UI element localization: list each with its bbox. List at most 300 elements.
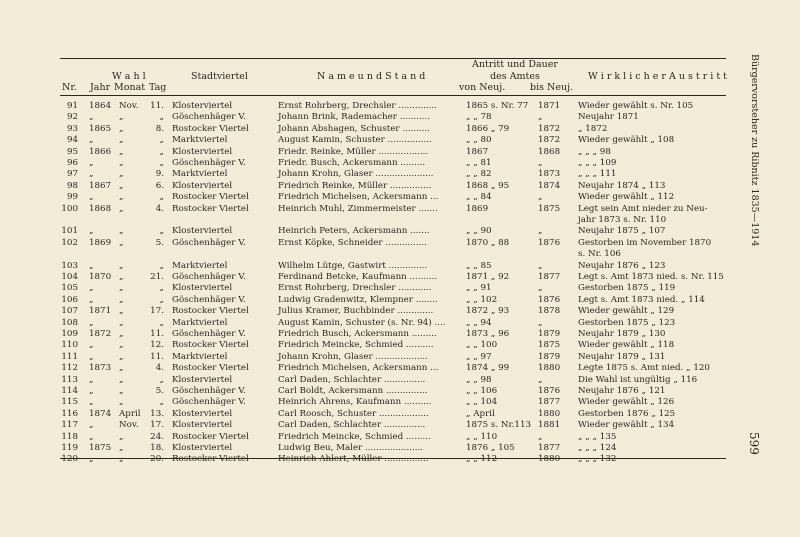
- cell-von: 1865 s. Nr. 77: [466, 101, 529, 111]
- cell-austritt: Neujahr 1876 „ 121: [578, 386, 666, 396]
- cell-monat: „: [119, 374, 124, 385]
- cell-viertel: Rostocker Viertel: [172, 123, 249, 134]
- cell-viertel: Marktviertel: [172, 351, 228, 362]
- header-jahr: Jahr: [90, 82, 111, 93]
- cell-jahr: „: [89, 317, 94, 328]
- cell-von: „ „ 110: [466, 431, 498, 442]
- table-row: [0, 158, 740, 169]
- cell-monat: „: [119, 123, 124, 134]
- cell-monat: April: [119, 408, 141, 419]
- header-wahl: W a h l: [112, 71, 146, 82]
- cell-jahr: „: [89, 351, 94, 362]
- table-row: [0, 454, 740, 465]
- table-row: [0, 147, 740, 158]
- cell-austritt: „ 1872: [578, 123, 608, 134]
- cell-tag: 12.: [150, 340, 164, 351]
- cell-monat: „: [119, 317, 124, 328]
- cell-monat: „: [119, 226, 124, 237]
- cell-von: „ „ 102: [466, 294, 498, 305]
- cell-von: „ „ 104: [466, 397, 498, 408]
- header-name-stand: N a m e u n d S t a n d: [317, 71, 426, 82]
- cell-jahr: „: [89, 260, 94, 271]
- cell-bis: „: [538, 192, 543, 203]
- cell-monat: „: [119, 237, 124, 248]
- cell-austritt: Wieder gewählt „ 108: [578, 135, 675, 146]
- table-row: [0, 329, 740, 340]
- cell-nr: 111: [61, 351, 78, 362]
- cell-viertel: Rostocker Viertel: [172, 363, 249, 374]
- cell-name: Ernst Köpke, Schneider ...............: [278, 237, 427, 248]
- cell-tag: „: [159, 397, 164, 408]
- cell-bis: 1876: [538, 294, 561, 305]
- cell-austritt: „ „ „ 132: [578, 454, 617, 465]
- cell-bis: 1880: [538, 363, 561, 374]
- cell-name: Friedrich Michelsen, Ackersmann ...: [278, 363, 439, 374]
- cell-nr: 110: [61, 340, 78, 351]
- cell-von: 1872 „ 93: [466, 306, 510, 317]
- cell-von: 1875 s. Nr.113: [466, 420, 531, 431]
- table-row: [0, 249, 740, 260]
- cell-tag: „: [159, 226, 164, 237]
- page-number: 599: [747, 432, 761, 455]
- header-bottom-rule: [60, 95, 726, 96]
- cell-jahr: 1870: [89, 272, 112, 282]
- cell-nr: 100: [61, 203, 78, 214]
- cell-nr: 112: [61, 363, 78, 374]
- cell-von: „ „ 100: [466, 340, 498, 351]
- cell-tag: 4.: [155, 203, 164, 214]
- cell-bis: „: [538, 112, 543, 123]
- cell-bis: 1879: [538, 329, 561, 339]
- cell-name: Friedrich Meincke, Schmied ..........: [278, 340, 434, 351]
- cell-monat: „: [119, 386, 124, 396]
- cell-viertel: Göschenhäger V.: [172, 158, 246, 168]
- cell-name: August Kamin, Schuster ................: [278, 135, 432, 146]
- cell-austritt: Legt sein Amt nieder zu Neu-: [578, 203, 708, 214]
- cell-viertel: Rostocker Viertel: [172, 306, 249, 317]
- cell-austritt: „ „ „ 111: [578, 169, 617, 180]
- cell-von: „ „ 85: [466, 260, 492, 271]
- cell-name: Julius Kramer, Buchbinder .............: [278, 306, 434, 317]
- cell-monat: „: [119, 340, 124, 351]
- cell-von: 1870 „ 88: [466, 237, 510, 248]
- cell-monat: „: [119, 146, 124, 157]
- cell-name: August Kamin, Schuster (s. Nr. 94) ....: [278, 317, 446, 328]
- cell-von: 1868 „ 95: [466, 180, 510, 191]
- cell-tag: 18.: [150, 443, 164, 453]
- cell-austritt: s. Nr. 106: [578, 249, 621, 260]
- cell-nr: 113: [61, 374, 78, 385]
- cell-austritt: Neujahr 1875 „ 107: [578, 226, 666, 237]
- cell-austritt: Wieder gewählt „ 134: [578, 420, 675, 431]
- cell-name: Carl Boldt, Ackersmann ...............: [278, 386, 428, 396]
- table-row: [0, 135, 740, 146]
- cell-nr: 120: [61, 454, 78, 465]
- cell-von: 1871 „ 92: [466, 272, 510, 282]
- cell-tag: 20.: [150, 454, 164, 465]
- header-nr: Nr.: [62, 82, 77, 93]
- cell-viertel: Klosterviertel: [172, 283, 233, 294]
- cell-nr: 101: [61, 226, 78, 237]
- cell-austritt: Neujahr 1876 „ 123: [578, 260, 666, 271]
- cell-austritt: „ „ „ 135: [578, 431, 617, 442]
- cell-austritt: Neujahr 1874 „ 113: [578, 180, 666, 191]
- cell-jahr: 1871: [89, 306, 112, 317]
- header-monat: Monat: [114, 82, 146, 93]
- cell-bis: „: [538, 317, 543, 328]
- table-row: [0, 272, 740, 283]
- cell-name: Carl Daden, Schlachter ...............: [278, 420, 426, 431]
- header-austritt: W i r k l i c h e r A u s t r i t t: [588, 71, 728, 82]
- cell-tag: „: [159, 374, 164, 385]
- cell-name: Ludwig Beu, Maler .....................: [278, 443, 424, 453]
- cell-monat: „: [119, 294, 124, 305]
- cell-viertel: Göschenhäger V.: [172, 294, 246, 305]
- cell-von: „ „ 98: [466, 374, 492, 385]
- cell-tag: 21.: [150, 272, 164, 282]
- cell-viertel: Rostocker Viertel: [172, 192, 249, 203]
- cell-monat: „: [119, 158, 124, 168]
- cell-austritt: Gestorben 1875 „ 123: [578, 317, 676, 328]
- cell-nr: 109: [61, 329, 78, 339]
- cell-bis: 1880: [538, 454, 561, 465]
- table-row: [0, 204, 740, 215]
- cell-bis: 1880: [538, 408, 561, 419]
- cell-jahr: 1867: [89, 180, 112, 191]
- cell-tag: „: [159, 283, 164, 294]
- cell-monat: „: [119, 363, 124, 374]
- cell-von: „ „ 84: [466, 192, 492, 203]
- table-row: [0, 238, 740, 249]
- cell-nr: 115: [61, 397, 78, 408]
- table-row: [0, 397, 740, 408]
- cell-nr: 108: [61, 317, 78, 328]
- cell-von: „ „ 82: [466, 169, 492, 180]
- cell-tag: 11.: [150, 351, 164, 362]
- cell-name: Johann Krohn, Glaser ...................: [278, 351, 428, 362]
- table-row: [0, 443, 740, 454]
- cell-monat: „: [119, 192, 124, 203]
- cell-tag: 5.: [155, 237, 164, 248]
- table-row: [0, 295, 740, 306]
- cell-nr: 114: [61, 386, 78, 396]
- cell-name: Heinrich Ahrens, Kaufmann ..........: [278, 397, 432, 408]
- cell-monat: „: [119, 260, 124, 271]
- cell-viertel: Klosterviertel: [172, 408, 233, 419]
- cell-nr: 102: [61, 237, 78, 248]
- cell-monat: „: [119, 169, 124, 180]
- cell-name: Ernst Rohrberg, Drechsler ..............: [278, 101, 437, 111]
- cell-name: Johann Abshagen, Schuster ..........: [278, 123, 430, 134]
- table-row: [0, 283, 740, 294]
- cell-jahr: 1869: [89, 237, 112, 248]
- cell-name: Carl Roosch, Schuster ..................: [278, 408, 429, 419]
- cell-nr: 116: [61, 408, 78, 419]
- cell-bis: 1872: [538, 123, 561, 134]
- cell-bis: „: [538, 431, 543, 442]
- cell-viertel: Göschenhäger V.: [172, 397, 246, 408]
- cell-bis: 1873: [538, 169, 561, 180]
- cell-name: Wilhelm Lütge, Gastwirt ..............: [278, 260, 428, 271]
- cell-jahr: 1866: [89, 146, 112, 157]
- table-row: [0, 363, 740, 374]
- cell-austritt: „ „ „ 98: [578, 146, 611, 157]
- cell-name: Heinrich Peters, Ackersmann .......: [278, 226, 430, 237]
- cell-von: „ „ 91: [466, 283, 492, 294]
- table-row: [0, 124, 740, 135]
- top-rule: [60, 58, 726, 59]
- cell-tag: 17.: [150, 306, 164, 317]
- cell-bis: 1879: [538, 351, 561, 362]
- cell-von: „ „ 80: [466, 135, 492, 146]
- cell-bis: 1868: [538, 146, 561, 157]
- header-des-amtes: des Amtes: [490, 71, 540, 82]
- cell-von: 1869: [466, 203, 489, 214]
- table-row: [0, 215, 740, 226]
- cell-von: 1874 „ 99: [466, 363, 510, 374]
- cell-name: Ferdinand Betcke, Kaufmann ..........: [278, 272, 438, 282]
- cell-tag: 6.: [155, 180, 164, 191]
- cell-nr: 118: [61, 431, 78, 442]
- cell-viertel: Göschenhäger V.: [172, 237, 246, 248]
- cell-jahr: „: [89, 112, 94, 123]
- cell-austritt: Wieder gewählt „ 129: [578, 306, 675, 317]
- table-row: [0, 409, 740, 420]
- cell-name: Friedrich Meincke, Schmied .........: [278, 431, 431, 442]
- cell-monat: „: [119, 443, 124, 453]
- cell-nr: 98: [66, 180, 78, 191]
- cell-tag: „: [159, 135, 164, 146]
- cell-austritt: jahr 1873 s. Nr. 110: [578, 215, 667, 225]
- cell-austritt: Legt s. Amt 1873 nied. „ 114: [578, 294, 705, 305]
- cell-nr: 97: [66, 169, 78, 180]
- cell-monat: „: [119, 454, 124, 465]
- cell-austritt: „ „ „ 124: [578, 443, 617, 453]
- header-tag: Tag: [149, 82, 167, 93]
- cell-tag: 24.: [150, 431, 164, 442]
- cell-viertel: Klosterviertel: [172, 374, 233, 385]
- cell-monat: „: [119, 397, 124, 408]
- table-row: [0, 112, 740, 123]
- cell-jahr: „: [89, 283, 94, 294]
- cell-von: 1867: [466, 146, 489, 157]
- cell-nr: 92: [66, 112, 78, 123]
- cell-austritt: Wieder gewählt „ 126: [578, 397, 675, 408]
- cell-jahr: „: [89, 226, 94, 237]
- cell-bis: 1877: [538, 397, 561, 408]
- table-row: [0, 420, 740, 431]
- cell-nr: 99: [66, 192, 78, 203]
- cell-bis: „: [538, 260, 543, 271]
- cell-monat: „: [119, 112, 124, 123]
- cell-nr: 103: [61, 260, 78, 271]
- cell-name: Johann Krohn, Glaser .....................: [278, 169, 434, 180]
- table-row: [0, 169, 740, 180]
- cell-jahr: „: [89, 294, 94, 305]
- cell-viertel: Rostocker Viertel: [172, 340, 249, 351]
- cell-nr: 106: [61, 294, 78, 305]
- cell-jahr: „: [89, 431, 94, 442]
- cell-viertel: Klosterviertel: [172, 420, 233, 431]
- cell-monat: Nov.: [119, 101, 139, 111]
- table-row: [0, 192, 740, 203]
- cell-monat: „: [119, 135, 124, 146]
- cell-von: 1866 „ 79: [466, 123, 510, 134]
- cell-viertel: Klosterviertel: [172, 443, 233, 453]
- cell-monat: „: [119, 351, 124, 362]
- cell-monat: „: [119, 283, 124, 294]
- cell-name: Johann Brink, Rademacher ...........: [278, 112, 431, 123]
- cell-austritt: Wieder gewählt s. Nr. 105: [578, 101, 694, 111]
- cell-austritt: Legt s. Amt 1873 nied. s. Nr. 115: [578, 272, 724, 282]
- cell-tag: „: [159, 146, 164, 157]
- cell-jahr: 1865: [89, 123, 112, 134]
- cell-tag: 13.: [150, 408, 164, 419]
- cell-tag: 11.: [150, 101, 164, 111]
- cell-viertel: Rostocker Viertel: [172, 203, 249, 214]
- cell-bis: 1877: [538, 443, 561, 453]
- cell-jahr: 1874: [89, 408, 112, 419]
- cell-nr: 119: [61, 443, 78, 453]
- cell-bis: „: [538, 374, 543, 385]
- cell-viertel: Klosterviertel: [172, 101, 233, 111]
- cell-bis: „: [538, 226, 543, 237]
- cell-name: Heinrich Ahlert, Müller ................: [278, 454, 429, 465]
- cell-viertel: Göschenhäger V.: [172, 386, 246, 396]
- cell-austritt: Gestorben im November 1870: [578, 237, 712, 248]
- cell-austritt: Neujahr 1879 „ 130: [578, 329, 666, 339]
- table-row: [0, 318, 740, 329]
- header-antritt: Antritt und Dauer: [472, 59, 558, 70]
- cell-viertel: Rostocker Viertel: [172, 431, 249, 442]
- cell-bis: 1875: [538, 340, 561, 351]
- cell-von: „ „ 94: [466, 317, 492, 328]
- cell-name: Ernst Rohrberg, Drechsler ............: [278, 283, 432, 294]
- cell-viertel: Klosterviertel: [172, 180, 233, 191]
- cell-jahr: „: [89, 454, 94, 465]
- table-row: [0, 306, 740, 317]
- cell-monat: Nov.: [119, 420, 139, 431]
- cell-bis: 1875: [538, 203, 561, 214]
- cell-viertel: Göschenhäger V.: [172, 112, 246, 123]
- cell-bis: 1871: [538, 101, 561, 111]
- cell-monat: „: [119, 431, 124, 442]
- cell-von: „ „ 112: [466, 454, 498, 465]
- cell-bis: 1881: [538, 420, 561, 431]
- table-row: [0, 352, 740, 363]
- table-row: [0, 375, 740, 386]
- cell-bis: 1874: [538, 180, 561, 191]
- cell-bis: „: [538, 283, 543, 294]
- cell-austritt: Neujahr 1871: [578, 112, 639, 123]
- cell-bis: 1877: [538, 272, 561, 282]
- cell-nr: 93: [66, 123, 78, 134]
- cell-jahr: „: [89, 374, 94, 385]
- table-row: [0, 340, 740, 351]
- cell-jahr: 1868: [89, 203, 112, 214]
- table-row: [0, 101, 740, 112]
- cell-monat: „: [119, 203, 124, 214]
- cell-viertel: Göschenhäger V.: [172, 272, 246, 282]
- cell-name: Carl Daden, Schlachter ...............: [278, 374, 426, 385]
- cell-von: „ „ 78: [466, 112, 492, 123]
- cell-tag: „: [159, 112, 164, 123]
- cell-tag: „: [159, 317, 164, 328]
- cell-tag: 4.: [155, 363, 164, 374]
- cell-monat: „: [119, 306, 124, 317]
- table-row: [0, 432, 740, 443]
- cell-name: Heinrich Muhl, Zimmermeister .......: [278, 203, 438, 214]
- cell-jahr: „: [89, 135, 94, 146]
- cell-monat: „: [119, 272, 124, 282]
- cell-monat: „: [119, 180, 124, 191]
- table-row: [0, 386, 740, 397]
- cell-viertel: Marktviertel: [172, 317, 228, 328]
- cell-jahr: 1873: [89, 363, 112, 374]
- cell-tag: „: [159, 294, 164, 305]
- cell-tag: 17.: [150, 420, 164, 431]
- cell-jahr: „: [89, 158, 94, 168]
- header-bis-neuj: bis Neuj.: [530, 82, 574, 93]
- cell-name: Friedr. Reinke, Müller ..................: [278, 146, 429, 157]
- cell-jahr: „: [89, 420, 94, 431]
- table-row: [0, 181, 740, 192]
- cell-jahr: „: [89, 340, 94, 351]
- cell-nr: 94: [66, 135, 78, 146]
- cell-austritt: Neujahr 1879 „ 131: [578, 351, 666, 362]
- cell-von: 1876 „ 105: [466, 443, 515, 453]
- cell-nr: 95: [66, 146, 78, 157]
- cell-austritt: Gestorben 1876 „ 125: [578, 408, 676, 419]
- table-row: [0, 261, 740, 272]
- cell-viertel: Rostocker Viertel: [172, 454, 249, 465]
- cell-monat: „: [119, 329, 124, 339]
- cell-tag: 9.: [155, 169, 164, 180]
- cell-austritt: Gestorben 1875 „ 119: [578, 283, 676, 294]
- cell-bis: 1876: [538, 386, 561, 396]
- cell-nr: 107: [61, 306, 78, 317]
- cell-viertel: Marktviertel: [172, 135, 228, 146]
- cell-von: „ April: [466, 408, 495, 419]
- cell-jahr: „: [89, 169, 94, 180]
- table-row: [0, 226, 740, 237]
- cell-tag: 8.: [155, 123, 164, 134]
- cell-von: 1873 „ 96: [466, 329, 510, 339]
- cell-tag: „: [159, 158, 164, 168]
- cell-bis: „: [538, 158, 543, 168]
- cell-von: „ „ 97: [466, 351, 492, 362]
- cell-von: „ „ 106: [466, 386, 498, 396]
- cell-austritt: Legte 1875 s. Amt nied. „ 120: [578, 363, 710, 374]
- header-von-neuj: von Neuj.: [459, 82, 506, 93]
- cell-tag: „: [159, 260, 164, 271]
- cell-nr: 104: [61, 272, 78, 282]
- cell-name: Friedrich Busch, Ackersmann .........: [278, 329, 437, 339]
- header-stadtviertel: Stadtviertel: [191, 71, 248, 82]
- cell-jahr: 1875: [89, 443, 112, 453]
- cell-jahr: „: [89, 397, 94, 408]
- cell-austritt: Wieder gewählt „ 118: [578, 340, 675, 351]
- cell-jahr: „: [89, 386, 94, 396]
- cell-jahr: „: [89, 192, 94, 203]
- cell-austritt: „ „ „ 109: [578, 158, 617, 168]
- cell-tag: 11.: [150, 329, 164, 339]
- cell-bis: 1878: [538, 306, 561, 317]
- cell-bis: 1872: [538, 135, 561, 146]
- cell-austritt: Wieder gewählt „ 112: [578, 192, 675, 203]
- cell-viertel: Klosterviertel: [172, 146, 233, 157]
- cell-viertel: Klosterviertel: [172, 226, 233, 237]
